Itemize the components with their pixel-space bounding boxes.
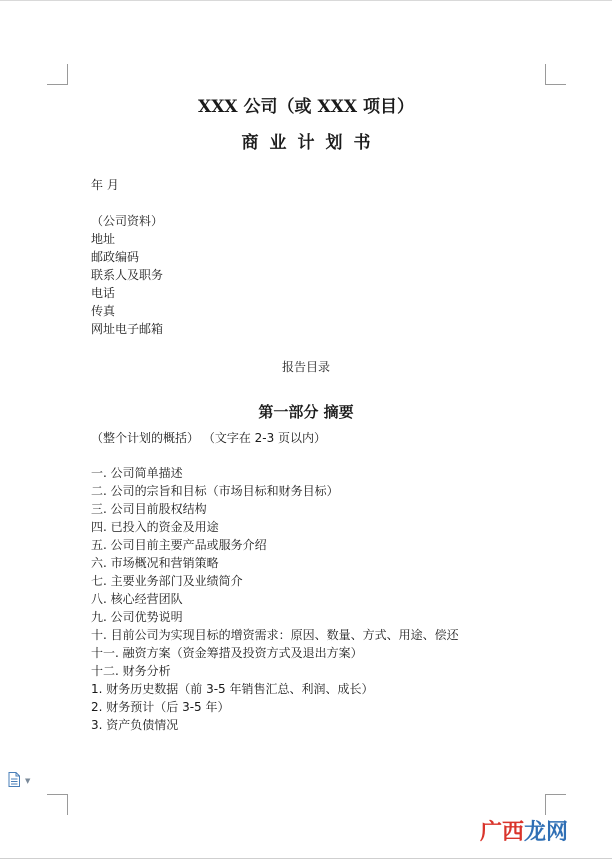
part-note: （整个计划的概括） （文字在 2-3 页以内） (91, 431, 327, 445)
watermark-text-red: 广西 (480, 820, 525, 845)
list-item: 十. 目前公司为实现目标的增资需求：原因、数量、方式、用途、偿还 (91, 628, 459, 642)
document-title: XXX 公司（或 XXX 项目） (198, 97, 414, 117)
margin-corner-bottom-right (545, 794, 566, 815)
company-info-line: 网址电子邮箱 (91, 322, 164, 336)
list-item: 七. 主要业务部门及业绩简介 (91, 574, 243, 588)
list-item: 六. 市场概况和营销策略 (91, 556, 219, 570)
watermark-logo (480, 815, 568, 846)
company-info-line: 电话 (91, 286, 116, 300)
date-line: 年 月 (91, 178, 119, 192)
page-top-edge (0, 0, 612, 1)
chevron-down-icon[interactable]: ▼ (25, 777, 31, 785)
margin-corner-top-left (47, 64, 68, 85)
list-item: 九. 公司优势说明 (91, 610, 183, 624)
margin-corner-top-right (545, 64, 566, 85)
part-heading: 第一部分 摘要 (258, 403, 354, 421)
list-item: 五. 公司目前主要产品或服务介绍 (91, 538, 267, 552)
company-info-line: 传真 (91, 304, 116, 318)
list-item: 3. 资产负债情况 (91, 718, 179, 732)
list-item: 十二. 财务分析 (91, 664, 171, 678)
company-info-line: 地址 (91, 232, 116, 246)
document-icon[interactable] (8, 772, 20, 787)
list-item: 一. 公司简单描述 (91, 466, 183, 480)
list-item: 八. 核心经营团队 (91, 592, 183, 606)
document-subtitle: 商业计划书 (241, 133, 382, 153)
company-info-line: 联系人及职务 (91, 268, 164, 282)
list-item: 二. 公司的宗旨和目标（市场目标和财务目标） (91, 484, 339, 498)
company-info-line: （公司资料） (91, 214, 164, 228)
list-item: 三. 公司目前股权结构 (91, 502, 207, 516)
list-item: 四. 已投入的资金及用途 (91, 520, 219, 534)
list-item: 十一. 融资方案（资金筹措及投资方式及退出方案） (91, 646, 363, 660)
toc-heading: 报告目录 (281, 360, 330, 374)
list-item: 1. 财务历史数据（前 3-5 年销售汇总、利润、成长） (91, 682, 374, 696)
watermark-text-blue: 龙网 (524, 820, 569, 845)
company-info-line: 邮政编码 (91, 250, 140, 264)
margin-corner-bottom-left (47, 794, 68, 815)
list-item: 2. 财务预计（后 3-5 年） (91, 700, 230, 714)
